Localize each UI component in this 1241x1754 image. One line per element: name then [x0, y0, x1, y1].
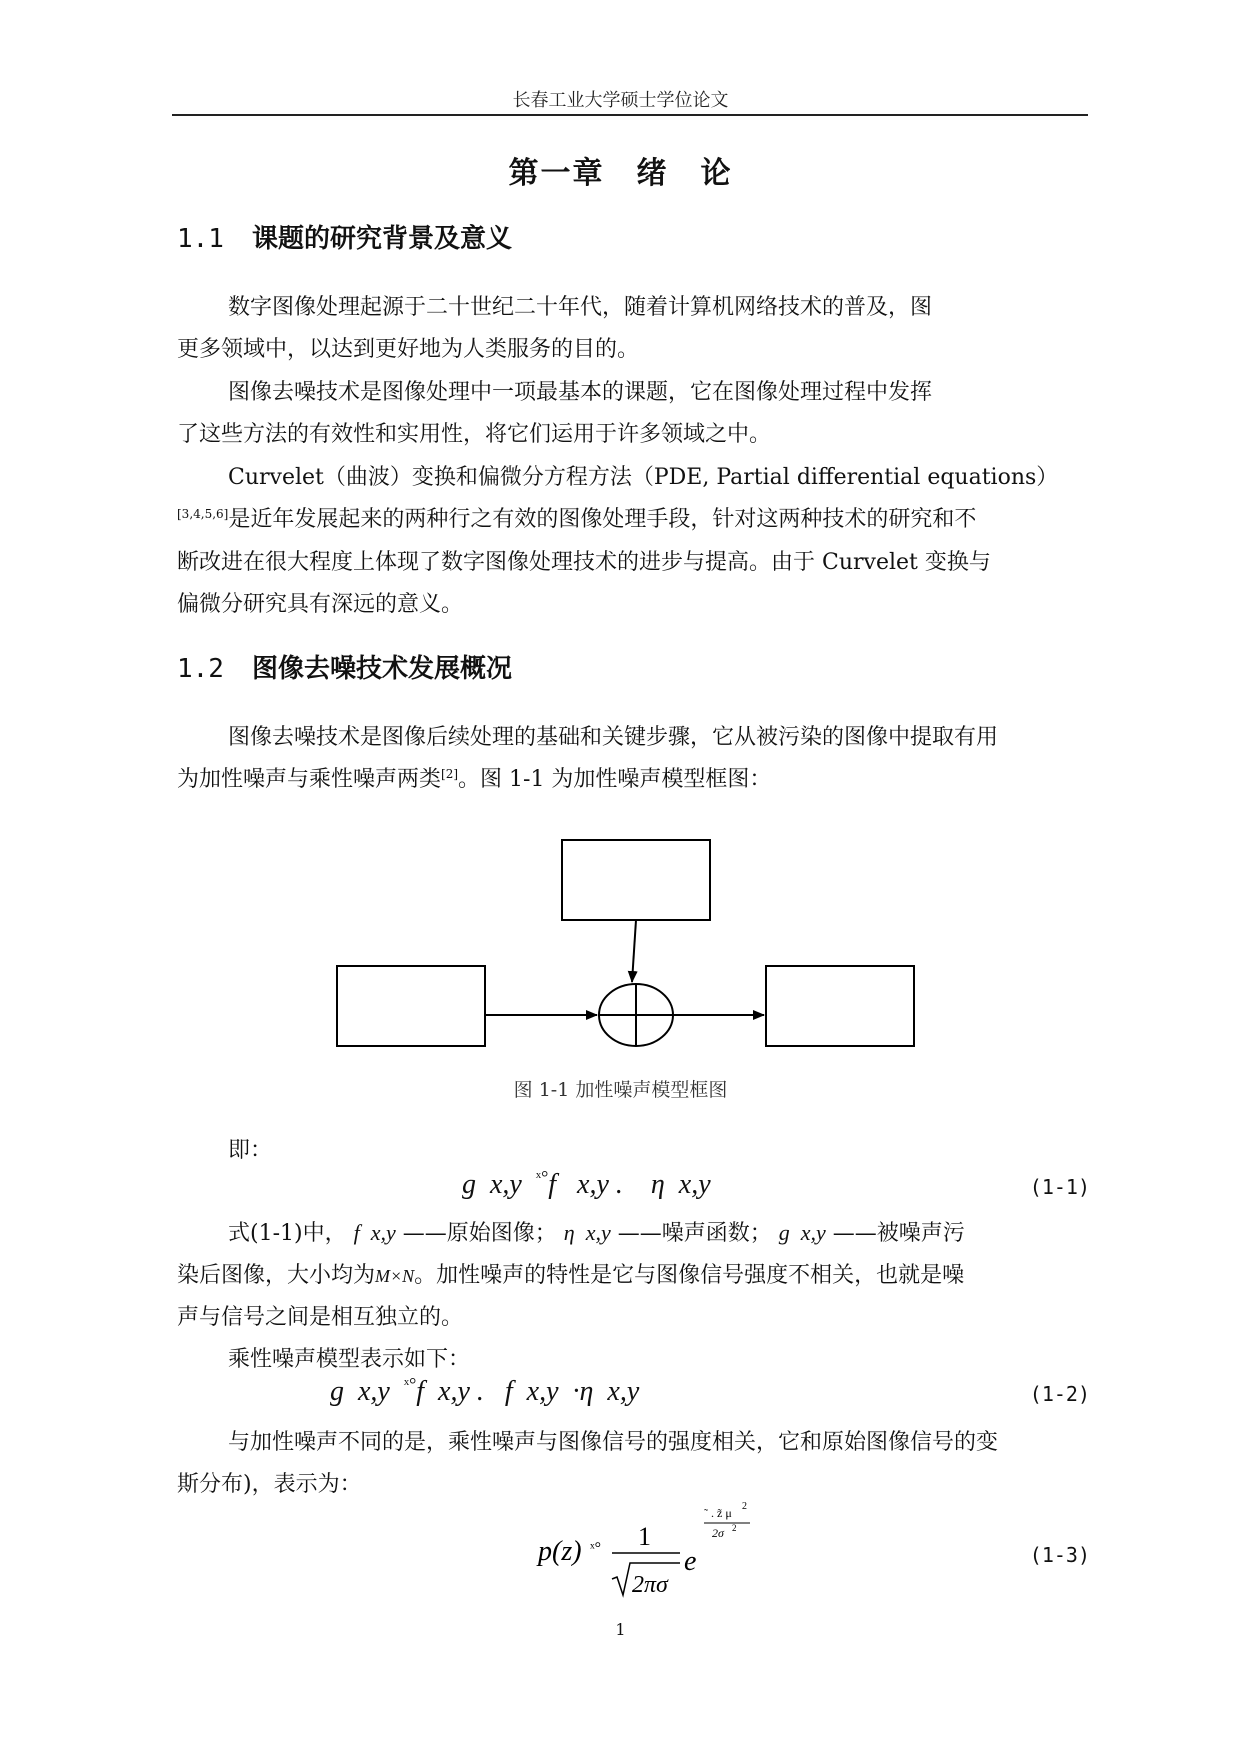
svg-text:2σ: 2σ [712, 1526, 724, 1540]
output-image-block [766, 966, 914, 1046]
section-title: 课题的研究背景及意义 [251, 224, 512, 254]
citation: [2] [441, 767, 459, 781]
equation-intro: 即： [228, 1138, 273, 1163]
paragraph-line: 了这些方法的有效性和实用性，将它们运用于许多领域之中。 [177, 422, 772, 447]
paragraph-line: 图像去噪技术是图像处理中一项最基本的课题，它在图像处理过程中发挥 [228, 380, 933, 405]
svg-text:2πσ: 2πσ [632, 1572, 668, 1598]
svg-text:2: 2 [742, 1501, 747, 1512]
section-number: 1.1 [177, 224, 224, 254]
paragraph-line: 与加性噪声不同的是，乘性噪声与图像信号的强度相关，它和原始图像信号的变 [228, 1430, 999, 1455]
equation-number: (1-3) [1029, 1543, 1090, 1567]
page-number: 1 [615, 1620, 626, 1639]
running-header: 长春工业大学硕士学位论文 [512, 90, 729, 111]
arrow-noise-to-sum [632, 920, 636, 982]
paragraph-line: 偏微分研究具有深远的意义。 [177, 592, 464, 617]
svg-text:1: 1 [638, 1522, 651, 1551]
paragraph-line: 乘性噪声模型表示如下： [228, 1347, 471, 1372]
equation-description-line: 染后图像，大小均为M×N。加性噪声的特性是它与图像信号强度不相关，也就是噪 [177, 1263, 965, 1288]
input-image-block [337, 966, 485, 1046]
figure-caption: 图 1-1 加性噪声模型框图 [513, 1079, 728, 1101]
citation: [3,4,5,6] [177, 507, 229, 521]
equation-1-2: g x,y $^{ˣ^\circ}$f x,y . f x,y ·η x,y [330, 1374, 640, 1407]
equation-1-3 [520, 1495, 780, 1605]
equation-description-line: 式(1-1)中， f x,y ——原始图像； η x,y ——噪声函数； g x,y ——被噪声污 [228, 1220, 965, 1246]
chapter-title: 第一章 绪 论 [508, 156, 733, 191]
svg-text:p(z): p(z) [538, 1536, 582, 1567]
paragraph-line: 斯分布)，表示为： [177, 1472, 362, 1497]
svg-text:˜ . z̃ μ: ˜ . z̃ μ [704, 1506, 732, 1520]
paragraph-line: 更多领域中，以达到更好地为人类服务的目的。 [177, 337, 640, 362]
paragraph-line: 图像去噪技术是图像后续处理的基础和关键步骤，它从被污染的图像中提取有用 [228, 725, 999, 750]
svg-text:ˣ°: ˣ° [590, 1540, 602, 1557]
paragraph-line: 为加性噪声与乘性噪声两类[2]。图 1-1 为加性噪声模型框图： [177, 767, 772, 792]
paragraph-line: Curvelet（曲波）变换和偏微分方程方法（PDE, Partial differential equations） [228, 465, 1059, 490]
summing-junction [599, 984, 673, 1046]
svg-text:e: e [684, 1546, 697, 1577]
section-title: 图像去噪技术发展概况 [251, 654, 512, 684]
section-number: 1.2 [177, 654, 224, 684]
paragraph-line: [3,4,5,6]是近年发展起来的两种行之有效的图像处理手段，针对这两种技术的研究和不 [177, 507, 977, 532]
svg-text:2: 2 [732, 1523, 737, 1533]
noise-block [562, 840, 710, 920]
equation-number: (1-1) [1029, 1175, 1090, 1199]
equation-number: (1-2) [1029, 1382, 1090, 1406]
paragraph-line: 断改进在很大程度上体现了数字图像处理技术的进步与提高。由于 Curvelet 变换与 [177, 550, 991, 575]
equation-description-line: 声与信号之间是相互独立的。 [177, 1305, 464, 1330]
equation-1-1: g x,y $^{ˣ^\circ}$f x,y . η x,y [462, 1167, 711, 1200]
paragraph-line: 数字图像处理起源于二十世纪二十年代，随着计算机网络技术的普及，图 [228, 295, 933, 320]
